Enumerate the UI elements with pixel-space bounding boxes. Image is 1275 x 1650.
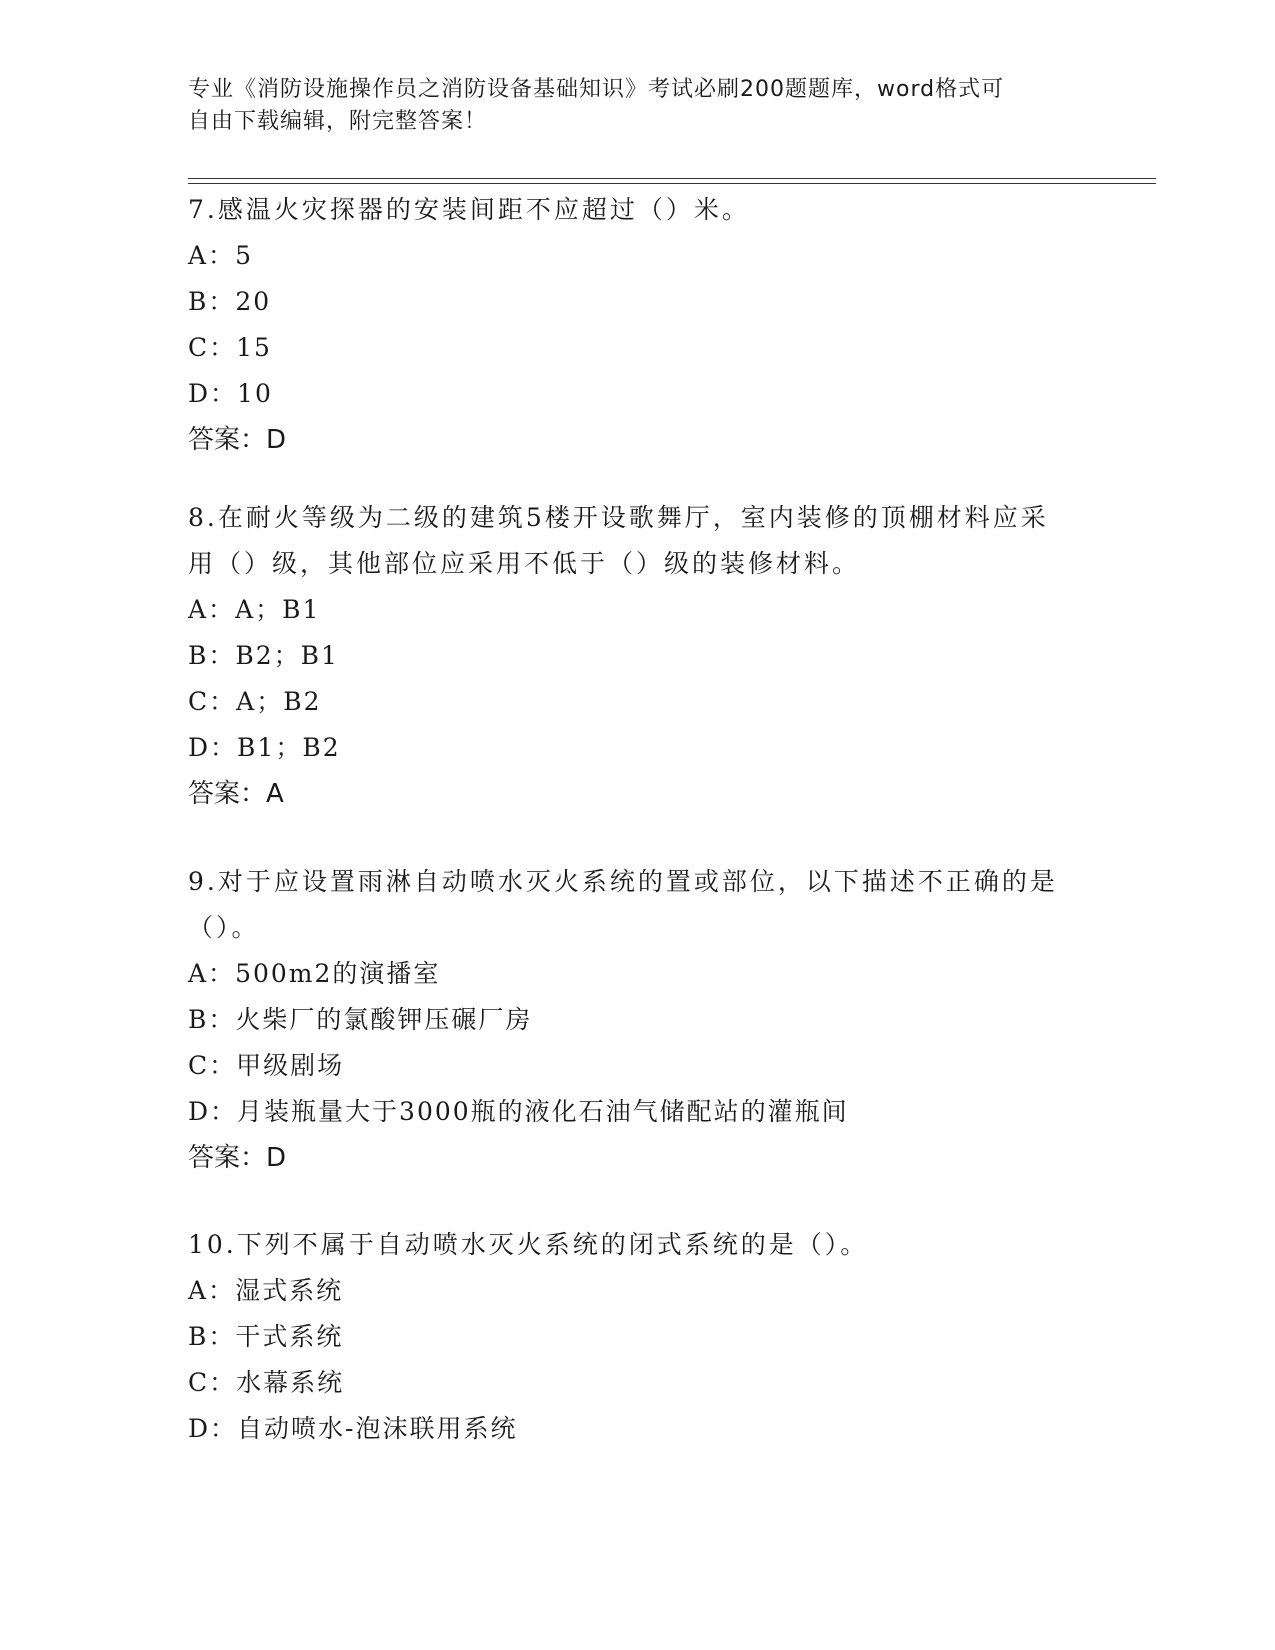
header-divider-bottom bbox=[188, 183, 1156, 184]
question-7 bbox=[188, 187, 1068, 463]
option-key: B： bbox=[188, 1005, 236, 1034]
option-key: D： bbox=[188, 379, 238, 408]
option-text: 湿式系统 bbox=[235, 1276, 344, 1305]
option-text: 火柴厂的氯酸钾压碾厂房 bbox=[235, 1005, 533, 1034]
option-text: B2；B1 bbox=[235, 641, 339, 670]
option-text: 甲级剧场 bbox=[236, 1051, 345, 1080]
option-b bbox=[188, 997, 1068, 1043]
option-text: 20 bbox=[235, 287, 272, 316]
header-line-2: 自由下载编辑，附完整答案！ bbox=[188, 109, 488, 134]
option-d bbox=[188, 1406, 1068, 1452]
option-b bbox=[188, 1314, 1068, 1360]
option-text: 15 bbox=[236, 333, 272, 362]
option-b bbox=[188, 633, 1068, 679]
option-key: A： bbox=[188, 1276, 236, 1305]
header-divider-top bbox=[188, 178, 1156, 179]
option-text: 5 bbox=[235, 241, 253, 270]
option-text: 干式系统 bbox=[235, 1322, 344, 1351]
question-stem: 10.下列不属于自动喷水灭火系统的闭式系统的是（）。 bbox=[188, 1230, 869, 1259]
option-a bbox=[188, 951, 1068, 997]
question-stem: 8.在耐火等级为二级的建筑5楼开设歌舞厅，室内装修的顶棚材料应采用（）级，其他部位应采用不低于（）级的装修材料。 bbox=[188, 503, 1049, 578]
option-key: B： bbox=[188, 287, 236, 316]
option-key: B： bbox=[188, 641, 236, 670]
option-c bbox=[188, 1360, 1068, 1406]
option-text: 500m2的演播室 bbox=[235, 959, 441, 988]
option-a bbox=[188, 587, 1068, 633]
document-header bbox=[188, 74, 1068, 138]
option-a bbox=[188, 233, 1068, 279]
option-key: B： bbox=[188, 1322, 236, 1351]
question-10 bbox=[188, 1222, 1068, 1452]
option-b bbox=[188, 279, 1068, 325]
option-c bbox=[188, 679, 1068, 725]
option-key: D： bbox=[188, 733, 238, 762]
option-text: A；B1 bbox=[235, 595, 321, 624]
answer: 答案：A bbox=[188, 779, 284, 809]
option-text: 10 bbox=[237, 379, 273, 408]
option-key: C： bbox=[188, 1051, 237, 1080]
option-key: A： bbox=[188, 241, 236, 270]
question-8 bbox=[188, 495, 1068, 817]
question-stem: 7.感温火灾探器的安装间距不应超过（）米。 bbox=[188, 195, 750, 224]
option-key: C： bbox=[188, 687, 237, 716]
option-key: A： bbox=[188, 959, 236, 988]
option-d bbox=[188, 725, 1068, 771]
option-key: C： bbox=[188, 333, 237, 362]
option-key: C： bbox=[188, 1368, 237, 1397]
option-text: A；B2 bbox=[236, 687, 322, 716]
option-c bbox=[188, 1043, 1068, 1089]
option-key: D： bbox=[188, 1414, 238, 1443]
header-line-1: 专业《消防设施操作员之消防设备基础知识》考试必刷200题题库，word格式可 bbox=[188, 77, 1005, 102]
option-text: 月装瓶量大于3000瓶的液化石油气储配站的灌瓶间 bbox=[237, 1097, 849, 1126]
answer: 答案：D bbox=[188, 425, 287, 455]
option-text: B1；B2 bbox=[237, 733, 341, 762]
question-9 bbox=[188, 859, 1068, 1181]
option-text: 水幕系统 bbox=[236, 1368, 345, 1397]
option-d bbox=[188, 371, 1068, 417]
answer: 答案：D bbox=[188, 1143, 287, 1173]
option-c bbox=[188, 325, 1068, 371]
option-key: D： bbox=[188, 1097, 238, 1126]
option-key: A： bbox=[188, 595, 236, 624]
option-text: 自动喷水-泡沫联用系统 bbox=[237, 1414, 518, 1443]
option-a bbox=[188, 1268, 1068, 1314]
question-stem: 9.对于应设置雨淋自动喷水灭火系统的置或部位，以下描述不正确的是（）。 bbox=[188, 867, 1058, 942]
option-d bbox=[188, 1089, 1068, 1135]
